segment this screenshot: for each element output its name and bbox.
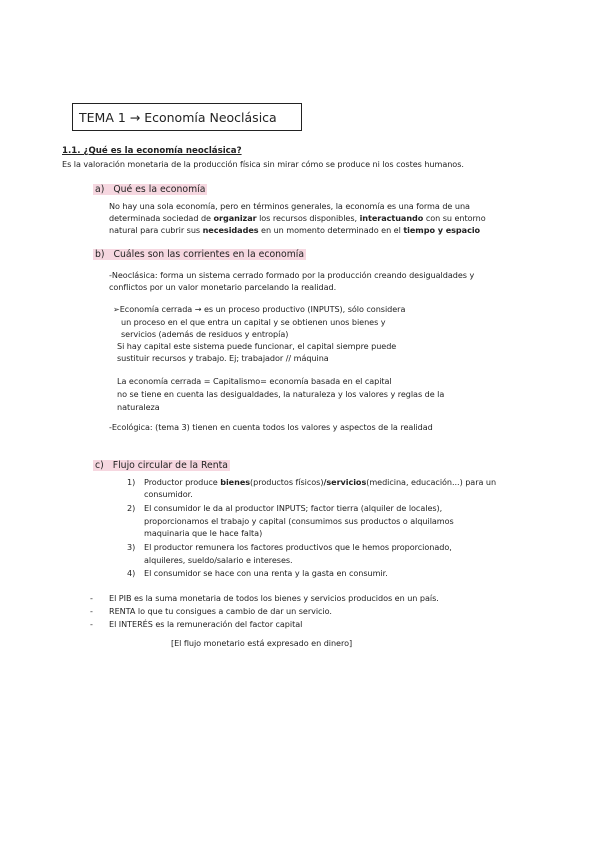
page-title: TEMA 1 → Economía Neoclásica	[79, 110, 277, 125]
list-item-2-line-1: El consumidor le da al productor INPUTS; factor tierra (alquiler de locales),	[144, 503, 443, 513]
section-a-label: Qué es la economía	[105, 184, 207, 195]
text-span: (productos físicos)	[250, 477, 324, 487]
bold-necesidades: necesidades	[202, 225, 259, 235]
bullet-interes: El INTERÉS es la remuneración del factor capital	[109, 619, 303, 629]
text-span: (medicina, educación...) para un	[366, 477, 497, 487]
list-item-number: 2)	[127, 503, 136, 513]
text-span: natural para cubrir sus	[109, 225, 203, 235]
section-a-marker: a)	[95, 184, 105, 195]
list-item-2-line-3: maquinaria que le hace falta)	[144, 528, 263, 538]
bullet-dash: -	[90, 593, 93, 603]
bullet-renta: RENTA lo que tu consigues a cambio de dar un servicio.	[109, 606, 332, 616]
section-a-line-3	[109, 224, 480, 236]
bullet-dash: -	[90, 606, 93, 616]
list-item-number: 4)	[127, 568, 136, 578]
text-span: en un momento determinado en el	[258, 225, 404, 235]
section-c-heading	[93, 460, 230, 471]
title-box	[72, 103, 302, 131]
list-item-1-line-2: consumidor.	[144, 489, 193, 499]
section-b-label: Cuáles son las corrientes en la economía	[106, 249, 307, 260]
section-c-marker: c)	[95, 460, 104, 471]
capitalism-line-2: no se tiene en cuenta las desigualdades, la naturaleza y los valores y reglas de la	[117, 389, 445, 399]
text-span: los recursos disponibles,	[256, 213, 360, 223]
bullet-pib: El PIB es la suma monetaria de todos los bienes y servicios producidos en un país.	[109, 593, 439, 603]
ecologica-line: -Ecológica: (tema 3) tienen en cuenta todos los valores y aspectos de la realidad	[109, 422, 433, 432]
section-b-heading	[93, 249, 306, 260]
closed-line-5: sustituir recursos y trabajo. Ej; trabajador // máquina	[117, 353, 329, 363]
list-item-2-line-2: proporcionamos el trabajo y capital (consumimos sus productos o alquilamos	[144, 516, 454, 526]
bold-organizar: organizar	[213, 213, 257, 223]
section-c-label: Flujo circular de la Renta	[105, 460, 230, 471]
list-item-number: 3)	[127, 542, 136, 552]
bold-tiempo-espacio: tiempo y espacio	[403, 225, 481, 235]
section-heading: 1.1. ¿Qué es la economía neoclásica?	[62, 146, 242, 156]
list-item-3-line-2: alquileres, sueldo/salario e intereses.	[144, 555, 293, 565]
text-span: Productor produce	[144, 477, 221, 487]
section-a-heading	[93, 184, 207, 195]
capitalism-line-1: La economía cerrada = Capitalismo= economía basada en el capital	[117, 376, 392, 386]
list-item-number: 1)	[127, 477, 136, 487]
section-intro: Es la valoración monetaria de la producción física sin mirar cómo se produce ni los costes humanos.	[62, 159, 464, 169]
section-b-marker: b)	[95, 249, 105, 260]
text-span: con su entorno	[423, 213, 486, 223]
closed-line-3: servicios (además de residuos y entropía)	[121, 329, 289, 339]
capitalism-line-3: naturaleza	[117, 402, 160, 412]
list-item-3-line-1: El productor remunera los factores productivos que le hemos proporcionado,	[144, 542, 452, 552]
text-span: determinada sociedad de	[109, 213, 214, 223]
bold-servicios: /servicios	[323, 477, 367, 487]
closed-line-4: Si hay capital este sistema puede funcionar, el capital siempre puede	[117, 341, 397, 351]
neoclasica-line-2: conflictos por un valor monetario parcelando la realidad.	[109, 282, 337, 292]
bold-interactuando: interactuando	[359, 213, 424, 223]
section-a-line-2	[109, 212, 486, 224]
closed-line-2: un proceso en el que entra un capital y se obtienen unos bienes y	[121, 317, 386, 327]
monetary-note: [El flujo monetario está expresado en dinero]	[171, 638, 353, 648]
closed-line-1: ➢Economía cerrada → es un proceso productivo (INPUTS), sólo considera	[113, 304, 406, 314]
neoclasica-line-1: -Neoclásica: forma un sistema cerrado formado por la producción creando desigualdades y	[109, 270, 475, 280]
list-item-4-line-1: El consumidor se hace con una renta y la gasta en consumir.	[144, 568, 388, 578]
section-a-line-1: No hay una sola economía, pero en términos generales, la economía es una forma de una	[109, 201, 470, 211]
bullet-dash: -	[90, 619, 93, 629]
list-item-1-line-1	[144, 476, 496, 488]
bold-bienes: bienes	[220, 477, 251, 487]
